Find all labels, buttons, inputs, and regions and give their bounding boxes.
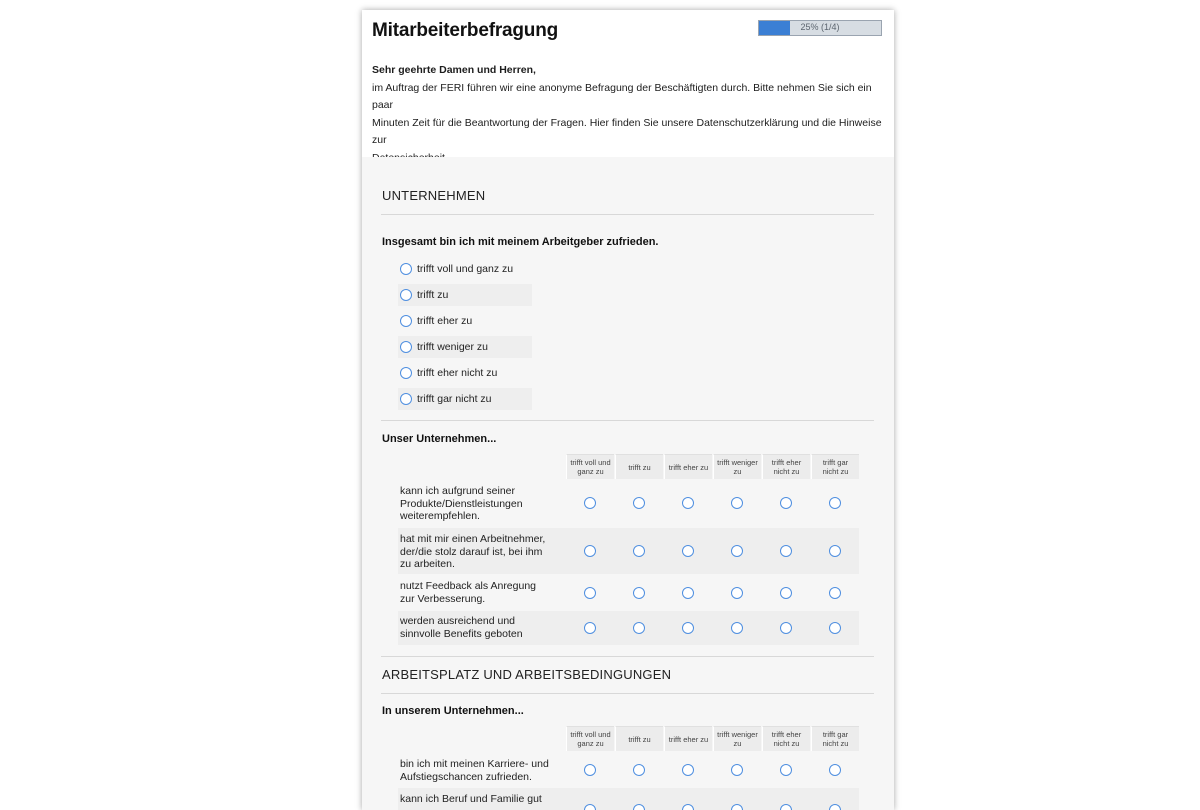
radio-button[interactable] — [682, 804, 694, 810]
matrix-header-cell: trifft gar nicht zu — [811, 454, 859, 479]
radio-button[interactable] — [731, 497, 743, 509]
matrix-header-cell: trifft weniger zu — [713, 726, 761, 751]
radio-button[interactable] — [633, 764, 645, 776]
matrix-row-label: hat mit mir einen Arbeitnehmer, der/die stolz darauf ist, bei ihm zu arbeiten. — [400, 533, 546, 571]
matrix-row-label: bin ich mit meinen Karriere- und Aufstiegschancen zufrieden. — [400, 758, 549, 783]
radio-button[interactable] — [400, 263, 412, 275]
radio-button[interactable] — [584, 622, 596, 634]
radio-button[interactable] — [829, 545, 841, 557]
matrix-header-cell: trifft eher zu — [664, 454, 712, 479]
intro-line: Minuten Zeit für die Beantwortung der Fragen. Hier finden Sie unsere Datenschutzerklärung und die Hinweise zur — [372, 116, 882, 147]
matrix-row — [398, 480, 859, 526]
radio-button[interactable] — [682, 622, 694, 634]
radio-button[interactable] — [633, 497, 645, 509]
matrix-row — [398, 576, 859, 610]
radio-button[interactable] — [584, 587, 596, 599]
section-title-unternehmen: UNTERNEHMEN — [382, 188, 486, 203]
radio-button[interactable] — [400, 367, 412, 379]
radio-button[interactable] — [731, 622, 743, 634]
option-label: trifft eher nicht zu — [417, 367, 498, 379]
matrix-header-cell: trifft eher zu — [664, 726, 712, 751]
question-title-company: Unser Unternehmen... — [382, 433, 497, 445]
radio-button[interactable] — [584, 545, 596, 557]
question-title-workplace: In unserem Unternehmen... — [382, 705, 524, 717]
radio-button[interactable] — [633, 622, 645, 634]
questions-area — [362, 157, 894, 810]
matrix-row — [398, 611, 859, 645]
radio-button[interactable] — [584, 764, 596, 776]
matrix-row — [398, 788, 859, 810]
option-row[interactable] — [398, 388, 532, 410]
matrix-row — [398, 528, 859, 574]
radio-button[interactable] — [829, 804, 841, 810]
radio-button[interactable] — [731, 545, 743, 557]
option-row[interactable] — [398, 284, 532, 306]
radio-button[interactable] — [780, 587, 792, 599]
matrix-header-cell: trifft voll und ganz zu — [566, 726, 614, 751]
radio-button[interactable] — [584, 497, 596, 509]
option-label: trifft gar nicht zu — [417, 393, 492, 405]
matrix-header-cell: trifft weniger zu — [713, 454, 761, 479]
question-divider — [381, 420, 874, 421]
matrix-header-cell: trifft zu — [615, 726, 663, 751]
radio-button[interactable] — [829, 622, 841, 634]
radio-button[interactable] — [829, 497, 841, 509]
option-label: trifft voll und ganz zu — [417, 263, 514, 275]
radio-button[interactable] — [780, 545, 792, 557]
question-title-satisfaction: Insgesamt bin ich mit meinem Arbeitgeber zufrieden. — [382, 236, 659, 248]
matrix-header-cell: trifft gar nicht zu — [811, 726, 859, 751]
matrix-row-label: nutzt Feedback als Anregung zur Verbesserung. — [400, 580, 537, 605]
option-label: trifft eher zu — [417, 315, 473, 327]
matrix-header-cell: trifft voll und ganz zu — [566, 454, 614, 479]
option-row[interactable] — [398, 258, 532, 280]
option-label: trifft weniger zu — [417, 341, 489, 353]
matrix-header-cell: trifft zu — [615, 454, 663, 479]
matrix-row-label: werden ausreichend und sinnvolle Benefits geboten — [400, 615, 523, 640]
radio-button[interactable] — [682, 587, 694, 599]
radio-button[interactable] — [584, 804, 596, 810]
radio-button[interactable] — [400, 315, 412, 327]
radio-button[interactable] — [400, 393, 412, 405]
radio-button[interactable] — [780, 497, 792, 509]
radio-button[interactable] — [633, 804, 645, 810]
intro-greeting: Sehr geehrte Damen und Herren, — [372, 64, 536, 76]
radio-button[interactable] — [780, 804, 792, 810]
radio-button[interactable] — [829, 587, 841, 599]
intro-line: im Auftrag der FERI führen wir eine anonyme Befragung der Beschäftigten durch. Bitte nehmen Sie sich ein paar — [372, 81, 872, 112]
matrix-row — [398, 753, 859, 787]
radio-button[interactable] — [682, 545, 694, 557]
option-row[interactable] — [398, 362, 532, 384]
matrix-row-label: kann ich aufgrund seiner Produkte/Dienstleistungen weiterempfehlen. — [400, 485, 523, 523]
radio-button[interactable] — [731, 804, 743, 810]
section-title-arbeitsplatz: ARBEITSPLATZ UND ARBEITSBEDINGUNGEN — [382, 667, 672, 682]
progress-bar — [758, 20, 882, 36]
matrix-header-cell: trifft eher nicht zu — [762, 454, 810, 479]
survey-card — [362, 10, 894, 810]
matrix-header — [566, 726, 860, 752]
option-row[interactable] — [398, 336, 532, 358]
radio-button[interactable] — [829, 764, 841, 776]
radio-button[interactable] — [400, 341, 412, 353]
matrix-header — [566, 454, 860, 480]
matrix-header-cell: trifft eher nicht zu — [762, 726, 810, 751]
progress-text: 25% (1/4) — [800, 22, 840, 32]
section-divider — [381, 693, 874, 694]
radio-button[interactable] — [633, 545, 645, 557]
option-row[interactable] — [398, 310, 532, 332]
radio-button[interactable] — [731, 764, 743, 776]
radio-button[interactable] — [400, 289, 412, 301]
radio-button[interactable] — [731, 587, 743, 599]
section-divider — [381, 656, 874, 657]
survey-title: Mitarbeiterbefragung — [372, 20, 559, 41]
section-divider — [381, 214, 874, 215]
radio-button[interactable] — [780, 764, 792, 776]
matrix-row-label: kann ich Beruf und Familie gut — [400, 793, 542, 805]
radio-button[interactable] — [633, 587, 645, 599]
radio-button[interactable] — [780, 622, 792, 634]
radio-button[interactable] — [682, 497, 694, 509]
radio-button[interactable] — [682, 764, 694, 776]
option-label: trifft zu — [417, 289, 449, 301]
